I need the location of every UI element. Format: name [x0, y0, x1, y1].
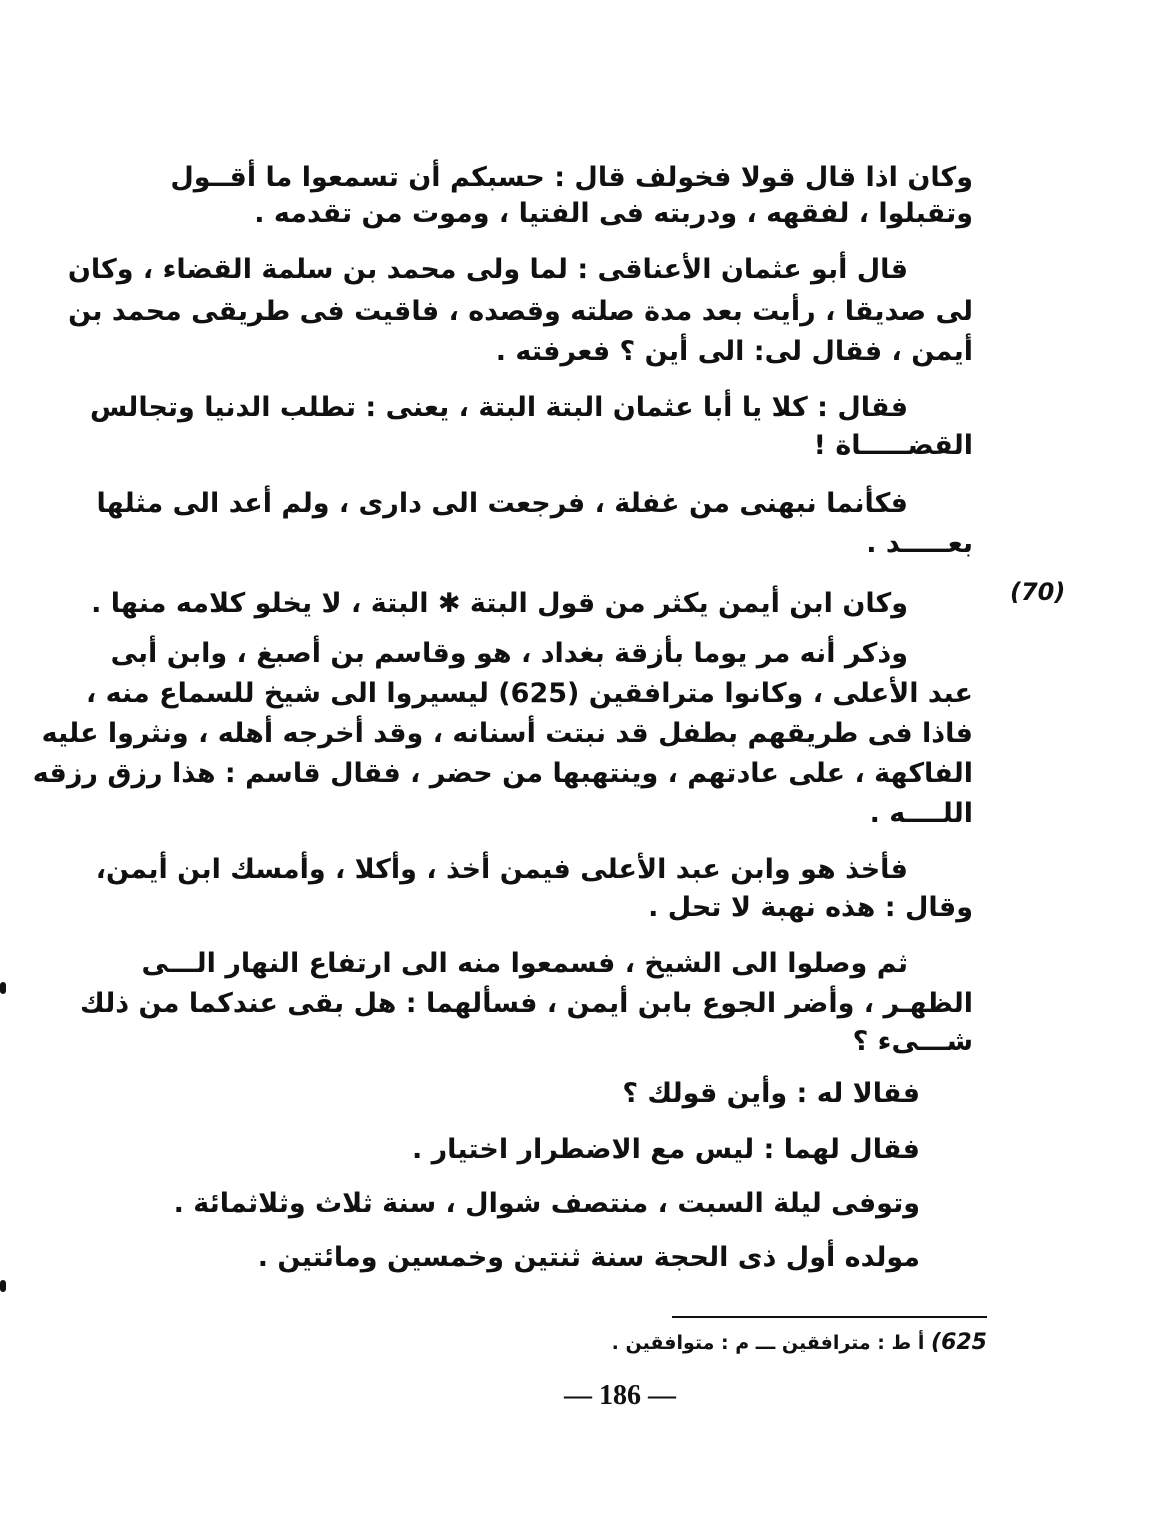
text-line: قال أبو عثمان الأعناقى : لما ولى محمد بن سلمة القضاء ، وكان — [67, 254, 908, 285]
text-line: بعـــــد . — [866, 528, 973, 559]
text-line: أيمن ، فقال لى: الى أين ؟ فعرفته . — [495, 336, 973, 367]
text-line: وقال : هذه نهبة لا تحل . — [648, 892, 973, 923]
text-line: لى صديقا ، رأيت بعد مدة صلته وقصده ، فاقيت فى طريقى محمد بن — [68, 296, 973, 327]
text-line: اللــــه . — [869, 798, 973, 829]
text-line: فقال : كلا يا أبا عثمان البتة البتة ، يعنى : تطلب الدنيا وتجالس — [90, 392, 908, 423]
text-line: وذكر أنه مر يوما بأزقة بغداد ، هو وقاسم بن أصبغ ، وابن أبى — [110, 638, 908, 669]
text-line: عبد الأعلى ، وكانوا مترافقين (625) ليسيروا الى شيخ للسماع منه ، — [85, 678, 973, 709]
scan-edge-mark — [0, 1280, 6, 1292]
footnote-number: 625) — [931, 1330, 987, 1355]
text-line: فأخذ هو وابن عبد الأعلى فيمن أخذ ، وأكلا ، وأمسك ابن أيمن، — [95, 854, 908, 885]
text-line: فقالا له : وأين قولك ؟ — [622, 1078, 920, 1109]
margin-number: (70) — [1010, 578, 1066, 606]
footnote-text: أ ط : مترافقين ـــ م : متوافقين . — [611, 1332, 925, 1354]
text-line: مولده أول ذى الحجة سنة ثنتين وخمسين ومائتين . — [257, 1242, 920, 1273]
text-line: وكان ابن أيمن يكثر من قول البتة ✱ البتة ، لا يخلو كلامه منها . — [91, 588, 908, 619]
text-line: القضـــــاة ! — [813, 430, 973, 461]
text-line: شـــىء ؟ — [852, 1026, 973, 1057]
scan-edge-mark — [0, 982, 6, 994]
text-line: الفاكهة ، على عادتهم ، وينتهبها من حضر ، فقال قاسم : هذا رزق رزقه — [32, 758, 973, 789]
text-line: ثم وصلوا الى الشيخ ، فسمعوا منه الى ارتفاع النهار الـــى — [141, 948, 908, 979]
text-line: وكان اذا قال قولا فخولف قال : حسبكم أن تسمعوا ما أقــول — [170, 162, 973, 193]
text-line: فقال لهما : ليس مع الاضطرار اختيار . — [411, 1134, 920, 1165]
text-line: فاذا فى طريقهم بطفل قد نبتت أسنانه ، وقد أخرجه أهله ، ونثروا عليه — [41, 718, 973, 749]
footnote-rule — [672, 1316, 987, 1318]
text-line: وتقبلوا ، لفقهه ، ودربته فى الفتيا ، وموت من تقدمه . — [254, 198, 973, 229]
page-number: — 186 — — [564, 1380, 676, 1411]
text-line: الظهـر ، وأضر الجوع بابن أيمن ، فسألهما : هل بقى عندكما من ذلك — [79, 988, 973, 1019]
text-line: فكأنما نبهنى من غفلة ، فرجعت الى دارى ، ولم أعد الى مثلها — [96, 488, 908, 519]
text-line: وتوفى ليلة السبت ، منتصف شوال ، سنة ثلاث وثلاثمائة . — [173, 1188, 920, 1219]
footnote — [592, 1328, 987, 1358]
